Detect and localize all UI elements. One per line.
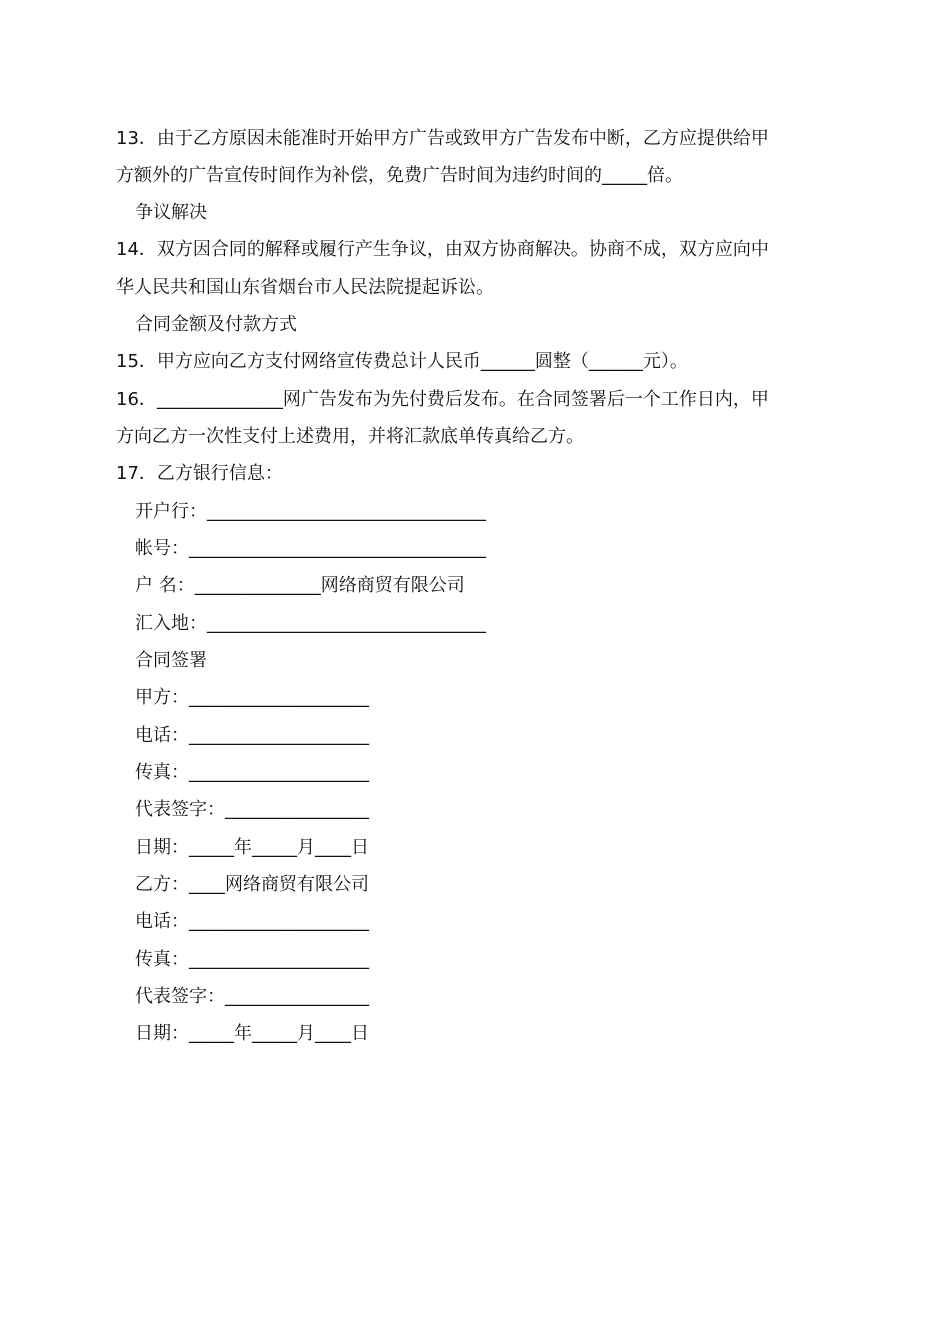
clause-17: 17．乙方银行信息： — [116, 463, 283, 484]
party-a-fax: 传真：____________________ — [135, 762, 369, 783]
heading-dispute-resolution: 争议解决 — [135, 202, 207, 223]
party-b-representative-signature: 代表签字：________________ — [135, 986, 369, 1007]
party-a-phone: 电话：____________________ — [135, 725, 369, 746]
party-b-phone: 电话：____________________ — [135, 911, 369, 932]
clause-14-line-1: 14．双方因合同的解释或履行产生争议，由双方协商解决。协商不成，双方应向中 — [116, 239, 769, 260]
party-a-name: 甲方：____________________ — [135, 687, 369, 708]
clause-13-line-1: 13．由于乙方原因未能准时开始甲方广告或致甲方广告发布中断，乙方应提供给甲 — [116, 128, 769, 149]
heading-contract-signing: 合同签署 — [135, 650, 207, 671]
bank-remit-place: 汇入地：_______________________________ — [135, 613, 486, 634]
party-a-date: 日期：_____年_____月____日 — [135, 837, 369, 858]
clause-16-line-2: 方向乙方一次性支付上述费用，并将汇款底单传真给乙方。 — [116, 426, 584, 447]
party-b-date: 日期：_____年_____月____日 — [135, 1023, 369, 1044]
clause-16-line-1: 16．______________网广告发布为先付费后发布。在合同签署后一个工作日内，甲 — [116, 389, 769, 410]
bank-opening-bank: 开户行：_______________________________ — [135, 501, 486, 522]
party-b-fax: 传真：____________________ — [135, 949, 369, 970]
clause-13-line-2: 方额外的广告宣传时间作为补偿，免费广告时间为违约时间的_____倍。 — [116, 165, 683, 186]
bank-account-name: 户 名：______________网络商贸有限公司 — [135, 575, 465, 596]
heading-payment-terms: 合同金额及付款方式 — [135, 314, 297, 335]
clause-15: 15．甲方应向乙方支付网络宣传费总计人民币______圆整（______元）。 — [116, 351, 688, 372]
bank-account-number: 帐号：_________________________________ — [135, 538, 486, 559]
clause-14-line-2: 华人民共和国山东省烟台市人民法院提起诉讼。 — [116, 277, 494, 298]
party-b-name: 乙方：____网络商贸有限公司 — [135, 874, 369, 895]
party-a-representative-signature: 代表签字：________________ — [135, 799, 369, 820]
